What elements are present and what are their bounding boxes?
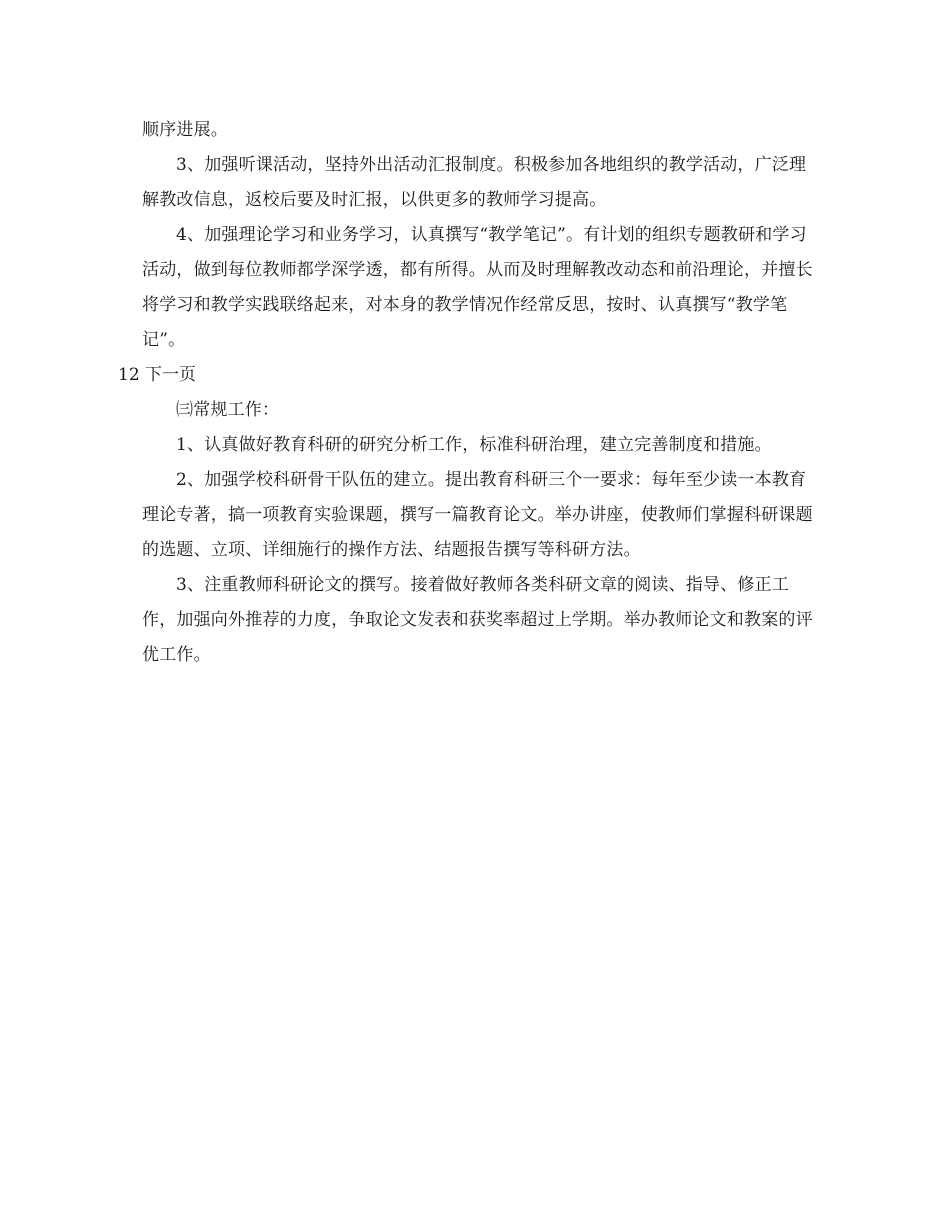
paragraph-continuation: 顺序进展。 [142,120,228,140]
paragraph-item-4-theory-study: 4、加强理论学习和业务学习，认真撰写“教学笔记”。有计划的组织专题教研和学习活动，做到每位教师都学深学透，都有所得。从而及时理解教改动态和前沿理论，并擅长将学习和教学实践联络起来，对本身的教学情况作经常反思，按时、认真撰写“教学笔记”。 [142,225,813,350]
paragraph-item-1-research-analysis: 1、认真做好教育科研的研究分析工作，标准科研治理，建立完善制度和措施。 [176,435,772,455]
paragraph-item-2-research-team: 2、加强学校科研骨干队伍的建立。提出教育科研三个一要求：每年至少读一本教育理论专著，搞一项教育实验课题，撰写一篇教育论文。举办讲座，使教师们掌握科研课题的选题、立项、详细施行的操作方法、结题报告撰写等科研方法。 [142,470,813,560]
section-heading: ㈢常规工作： [176,400,280,420]
paragraph-item-3-listening: 3、加强听课活动，坚持外出活动汇报制度。积极参加各地组织的教学活动，广泛理解教改信息，返校后要及时汇报，以供更多的教师学习提高。 [142,155,807,210]
paragraph-item-3-research-papers: 3、注重教师科研论文的撰写。接着做好教师各类科研文章的阅读、指导、修正工作，加强向外推荐的力度，争取论文发表和获奖率超过上学期。举办教师论文和教案的评优工作。 [142,575,813,665]
page-navigation-link[interactable]: 12 下一页 [118,365,197,385]
document-body [118,113,814,673]
